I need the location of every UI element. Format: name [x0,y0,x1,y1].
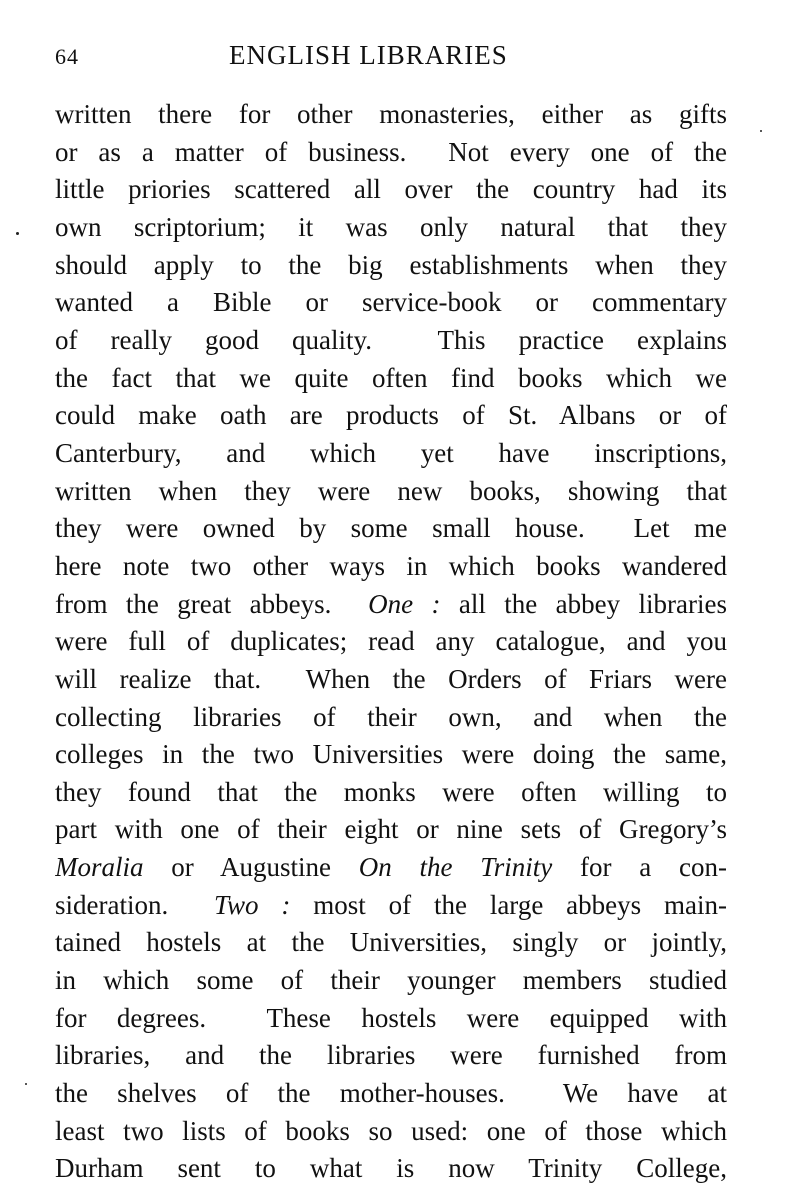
text-line: should apply to the big establishments when they [55,249,727,280]
text-line: little priories scattered all over the country had its [55,174,727,205]
text-line: colleges in the two Universities were doing the same, [55,739,727,770]
text-line: Moralia or Augustine On the Trinity for a con- [55,852,727,883]
text-line: wanted a Bible or service-book or commentary [55,287,727,318]
print-speck [25,1083,27,1085]
page-number: 64 [55,44,79,69]
text-line: least two lists of books so used: one of those which [55,1115,727,1146]
text-line: sideration. Two : most of the large abbeys main- [55,889,727,920]
body-text [55,96,727,1188]
text-line: collecting libraries of their own, and when the [55,701,727,732]
text-line: or as a matter of business. Not every one of the [55,136,727,167]
text-line: own scriptorium; it was only natural that they [55,211,727,242]
text-line: will realize that. When the Orders of Friars were [55,663,727,694]
text-line: part with one of their eight or nine sets of Gregory’s [55,814,727,845]
italic-title-moralia: Moralia [55,852,144,883]
text-line: the fact that we quite often find books which we [55,362,727,393]
text-line: libraries, and the libraries were furnished from [55,1040,727,1071]
text-line: Canterbury, and which yet have inscriptions, [55,437,727,468]
italic-marker-one: One : [368,588,441,619]
page-header [55,38,727,78]
text-line: could make oath are products of St. Albans or of [55,400,727,431]
text-line: in which some of their younger members studied [55,965,727,996]
text-line: Durham sent to what is now Trinity College, [55,1153,727,1184]
text-line: of really good quality. This practice explains [55,324,727,355]
text-line: written there for other monasteries, either as gifts [55,99,727,129]
text-line: here note two other ways in which books wandered [55,550,727,581]
text-line: were full of duplicates; read any catalogue, and you [55,626,727,657]
text-line: from the great abbeys. One : all the abbey libraries [55,588,727,619]
text-line: they found that the monks were often willing to [55,776,727,807]
italic-title-on-the-trinity: On the Trinity [358,852,553,883]
text-line: the shelves of the mother-houses. We have at [55,1078,727,1109]
text-line: for degrees. These hostels were equipped with [55,1002,727,1033]
italic-marker-two: Two : [213,889,291,920]
text-line: written when they were new books, showing that [55,475,727,506]
print-speck [760,130,762,132]
text-line: tained hostels at the Universities, singly or jointly, [55,927,727,958]
running-title: ENGLISH LIBRARIES [229,40,508,70]
print-speck [16,232,19,235]
text-line: they were owned by some small house. Let me [55,513,727,544]
